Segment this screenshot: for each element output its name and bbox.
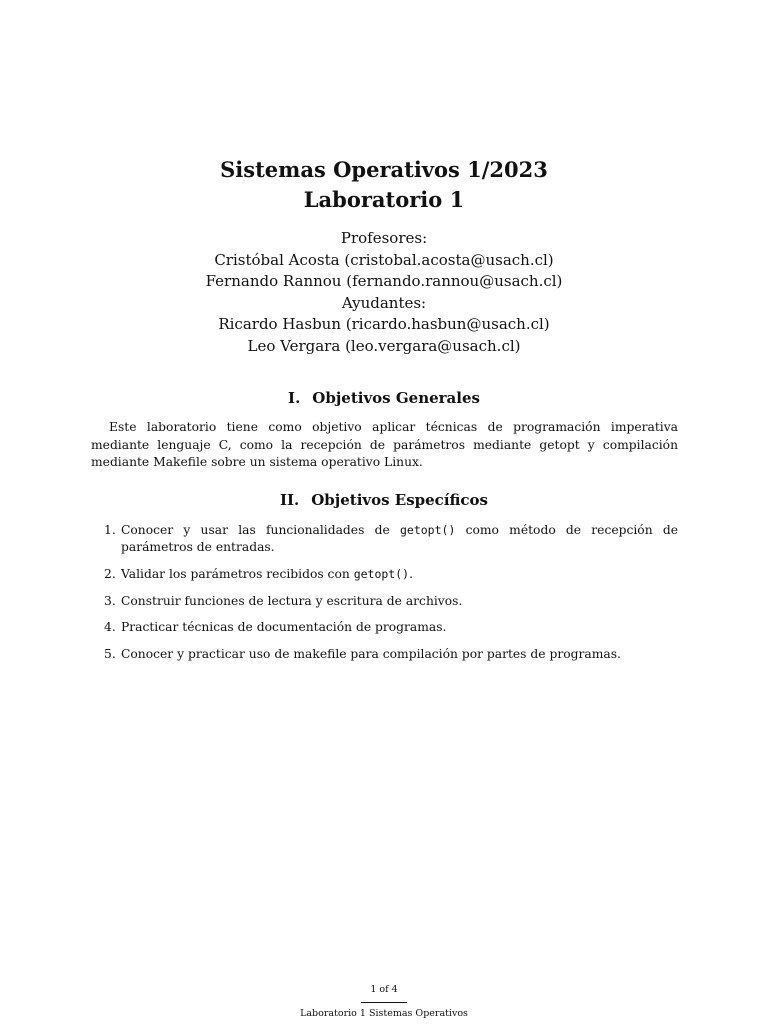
specific-objectives-list <box>91 522 678 663</box>
document-subtitle: Laboratorio 1 <box>303 187 465 212</box>
list-item-text: Conocer y practicar uso de makefile para compilación por partes de programas. <box>121 646 621 661</box>
general-objectives-paragraph: Este laboratorio tiene como objetivo aplicar técnicas de programación imperativa mediante lenguaje C, como la recepción de parámetros mediante getopt y compilación mediante Makefile sobre un sistema operativo Linux. <box>91 420 678 469</box>
list-item <box>91 566 678 593</box>
list-item <box>91 522 678 566</box>
section-title: Objetivos Generales <box>312 389 480 407</box>
list-item <box>91 619 678 646</box>
page-number: 1 of 4 <box>370 984 398 995</box>
section-heading-general <box>0 388 768 408</box>
assistant-hasbun: Ricardo Hasbun (ricardo.hasbun@usach.cl) <box>218 315 550 334</box>
professors-label: Profesores: <box>340 229 428 247</box>
code-getopt: getopt() <box>399 523 456 537</box>
list-item-number: 4. <box>104 620 116 635</box>
document-title: Sistemas Operativos 1/2023 <box>220 157 548 182</box>
section-heading-specific <box>0 490 768 510</box>
list-item <box>91 646 678 663</box>
list-item-text: . <box>409 567 413 581</box>
footer-text: Laboratorio 1 Sistemas Operativos <box>300 1008 468 1019</box>
list-item-text: Conocer y usar las funcionalidades de <box>121 523 400 537</box>
section-title: Objetivos Específicos <box>311 491 489 509</box>
assistant-vergara: Leo Vergara (leo.vergara@usach.cl) <box>247 336 521 355</box>
footer-divider <box>361 1002 407 1003</box>
professor-acosta: Cristóbal Acosta (cristobal.acosta@usach.cl) <box>214 250 554 269</box>
list-item-number: 5. <box>104 646 116 661</box>
assistants-label: Ayudantes: <box>341 293 427 312</box>
list-item-text: Practicar técnicas de documentación de programas. <box>121 620 447 635</box>
list-item-text: como método de recepción de parámetros de entradas. <box>121 523 678 554</box>
list-item-number: 2. <box>104 567 116 581</box>
code-getopt: getopt() <box>353 567 410 581</box>
section-number: I. <box>288 389 301 407</box>
list-item-number: 3. <box>104 593 116 608</box>
list-item <box>91 593 678 620</box>
authors-block <box>0 228 768 358</box>
professor-rannou: Fernando Rannou (fernando.rannou@usach.cl) <box>205 272 563 291</box>
list-item-text: Construir funciones de lectura y escritura de archivos. <box>121 593 463 608</box>
list-item-number: 1. <box>104 523 116 537</box>
section-number: II. <box>279 491 300 509</box>
list-item-text: Validar los parámetros recibidos con <box>121 567 354 581</box>
